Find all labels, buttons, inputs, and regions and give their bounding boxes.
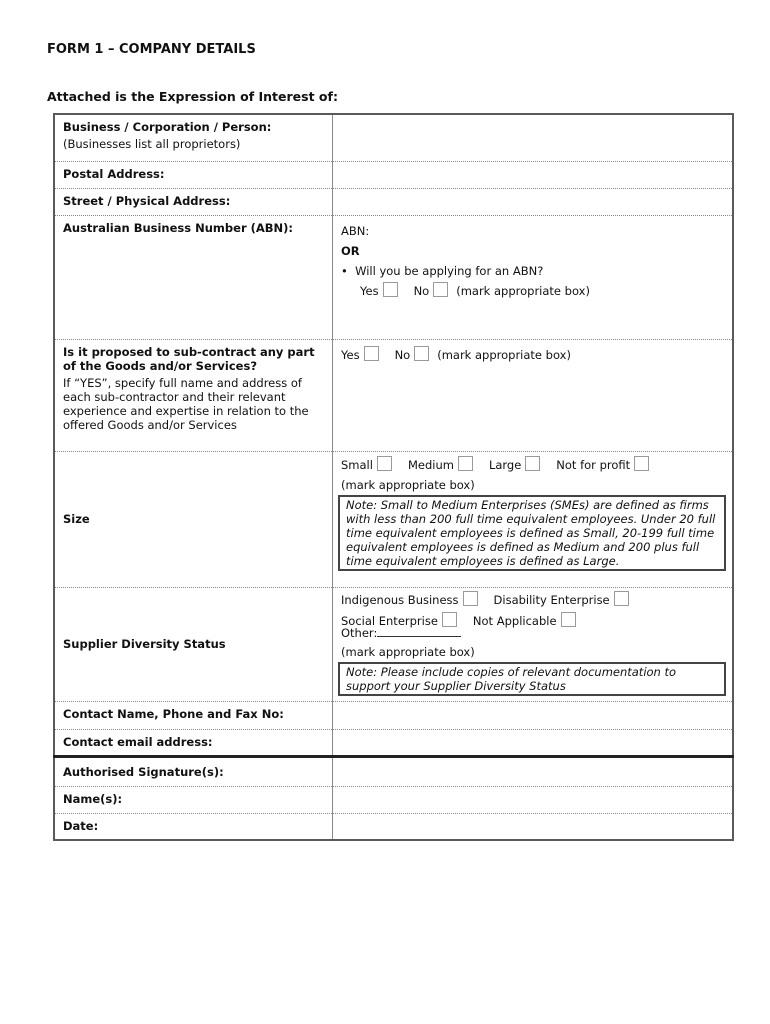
subcontract-label-cell (54, 339, 333, 451)
diversity-indigenous-checkbox[interactable] (463, 591, 478, 606)
business-field[interactable] (333, 114, 734, 161)
names-label: Name(s): (54, 786, 333, 813)
diversity-label: Supplier Diversity Status (54, 587, 333, 701)
size-small-checkbox[interactable] (377, 456, 392, 471)
row-diversity (54, 587, 733, 701)
postal-label: Postal Address: (54, 161, 333, 188)
abn-yes-option (360, 281, 398, 301)
company-details-table (53, 113, 734, 841)
size-option-medium (408, 455, 473, 475)
size-label: Size (54, 451, 333, 587)
diversity-social-label: Social Enterprise (341, 613, 438, 628)
email-label: Contact email address: (54, 729, 333, 756)
abn-question-line (341, 261, 728, 281)
abn-no-checkbox[interactable] (433, 282, 448, 297)
abn-yes-checkbox[interactable] (383, 282, 398, 297)
signature-label: Authorised Signature(s): (54, 756, 333, 786)
diversity-note: Note: Please include copies of relevant documentation to support your Supplier Diversity Status (338, 662, 726, 696)
size-note: Note: Small to Medium Enterprises (SMEs) are defined as firms with less than 200 full time equivalent employees. Under 20 full time equivalent employees is defined as Small, 20-199 full time equivalent employees is defined as Medium and 200 plus full time equivalent employees is defined as Large. (338, 495, 726, 571)
size-option-large (489, 455, 540, 475)
subcontract-hint: (mark appropriate box) (437, 347, 571, 362)
diversity-other-field[interactable] (377, 626, 461, 637)
business-label-cell (54, 114, 333, 161)
size-medium-checkbox[interactable] (458, 456, 473, 471)
abn-no-option (414, 281, 449, 301)
bullet-icon: • (341, 263, 356, 278)
row-street (54, 188, 733, 215)
contact-field[interactable] (333, 701, 734, 729)
size-nfp-label: Not for profit (556, 457, 631, 472)
subcontract-choice-line (341, 345, 728, 365)
business-sublabel: (Businesses list all proprietors) (63, 137, 241, 151)
subcontract-no-checkbox[interactable] (414, 346, 429, 361)
street-label: Street / Physical Address: (54, 188, 333, 215)
diversity-na-checkbox[interactable] (561, 612, 576, 627)
diversity-option-indigenous (341, 590, 478, 610)
subcontract-yes-label: Yes (341, 347, 360, 362)
abn-cell (333, 215, 734, 339)
row-subcontract (54, 339, 733, 451)
abn-label: Australian Business Number (ABN): (54, 215, 333, 339)
abn-no-label: No (413, 283, 430, 298)
diversity-disability-label: Disability Enterprise (493, 592, 610, 607)
size-hint: (mark appropriate box) (341, 477, 475, 492)
abn-yes-label: Yes (360, 283, 379, 298)
street-field[interactable] (333, 188, 734, 215)
row-size (54, 451, 733, 587)
diversity-cell (333, 587, 734, 701)
subcontract-cell (333, 339, 734, 451)
subcontract-details-field[interactable] (341, 365, 728, 435)
form-title: FORM 1 – COMPANY DETAILS (47, 42, 256, 57)
row-business (54, 114, 733, 161)
diversity-social-checkbox[interactable] (442, 612, 457, 627)
postal-field[interactable] (333, 161, 734, 188)
abn-question: Will you be applying for an ABN? (355, 263, 544, 278)
contact-label: Contact Name, Phone and Fax No: (54, 701, 333, 729)
diversity-line-1 (341, 590, 728, 610)
form-intro: Attached is the Expression of Interest of: (47, 89, 338, 104)
row-date (54, 813, 733, 840)
subcontract-sublabel: If “YES”, specify full name and address of each sub-contractor and their relevant experience and expertise in relation to the offered Goods and/or Services (63, 375, 309, 432)
subcontract-label: Is it proposed to sub-contract any part of the Goods and/or Services? (63, 344, 315, 373)
abn-hint: (mark appropriate box) (456, 283, 590, 298)
diversity-option-na (473, 612, 576, 628)
size-cell (333, 451, 734, 587)
diversity-disability-checkbox[interactable] (614, 591, 629, 606)
size-large-checkbox[interactable] (525, 456, 540, 471)
row-abn (54, 215, 733, 339)
diversity-indigenous-label: Indigenous Business (341, 592, 459, 607)
size-small-label: Small (341, 457, 373, 472)
row-email (54, 729, 733, 756)
date-field[interactable] (333, 813, 734, 840)
business-label: Business / Corporation / Person: (63, 120, 272, 134)
names-field[interactable] (333, 786, 734, 813)
size-large-label: Large (488, 457, 522, 472)
subcontract-no-option (395, 345, 430, 365)
row-postal (54, 161, 733, 188)
size-nfp-checkbox[interactable] (634, 456, 649, 471)
row-signature (54, 756, 733, 786)
diversity-na-label: Not Applicable (472, 613, 557, 628)
size-options (341, 455, 728, 475)
diversity-hint: (mark appropriate box) (341, 644, 475, 659)
subcontract-no-label: No (394, 347, 411, 362)
row-names (54, 786, 733, 813)
diversity-option-disability (494, 590, 629, 610)
diversity-other-label: Other: (341, 625, 378, 640)
abn-choice-line (341, 281, 728, 301)
size-option-small (341, 455, 392, 475)
diversity-line-2 (341, 612, 728, 626)
row-contact (54, 701, 733, 729)
subcontract-yes-checkbox[interactable] (364, 346, 379, 361)
size-option-nfp (556, 455, 649, 475)
signature-field[interactable] (333, 756, 734, 786)
date-label: Date: (54, 813, 333, 840)
abn-field[interactable]: ABN: (341, 223, 370, 238)
size-medium-label: Medium (407, 457, 454, 472)
abn-or: OR (341, 243, 360, 258)
email-field[interactable] (333, 729, 734, 756)
subcontract-yes-option (341, 345, 379, 365)
diversity-other-line (341, 626, 728, 642)
